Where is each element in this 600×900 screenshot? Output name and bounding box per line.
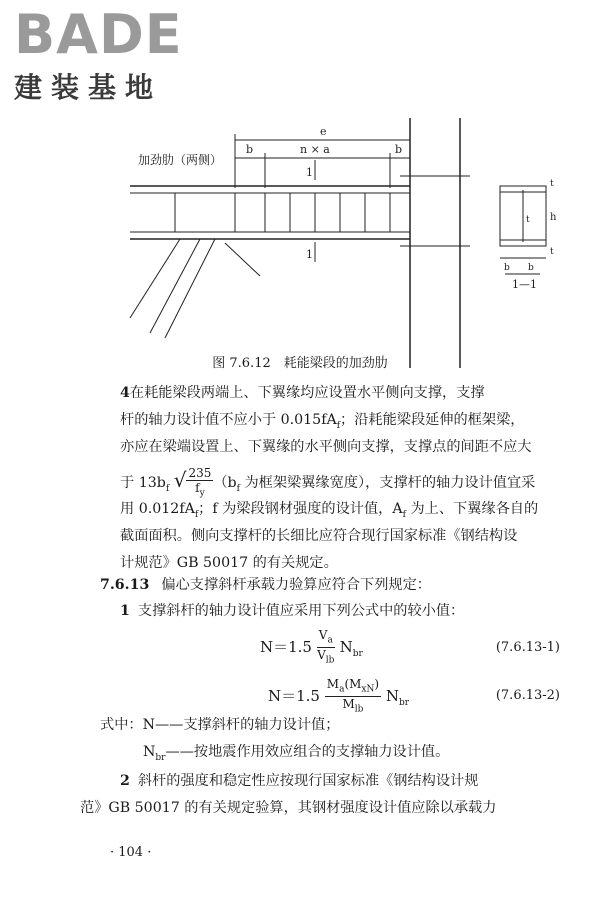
dim-e: e (320, 125, 327, 138)
dim-n-x-a: n × a (300, 143, 330, 156)
page-number: · 104 · (110, 845, 152, 860)
dim-bf-right: b (395, 143, 403, 156)
para4-line1: 4在耗能梁段两端上、下翼缘均应设置水平侧向支撑，支撑 (120, 385, 485, 401)
para4-line6: 截面面积。侧向支撑杆的长细比应符合现行国家标准《钢结构设 (120, 528, 518, 544)
para4-line5: 用 $0.012fA_f$；f 为梁段钢材强度的设计值，$A_f$ 为上、下翼缘各自的 (120, 501, 539, 520)
para4-line4: 于 $13b_f$ √ $\frac{235}{f_y}$ （$b_f$ 为框架梁翼缘宽度），支撑杆的轴力设计值宜采 (120, 466, 536, 499)
sqrt-fraction: $\frac{235}{f_y}$ (188, 466, 212, 499)
where-line2: $N_{br}——$按地震作用效应组合的支撑轴力设计值。 (143, 744, 450, 763)
para4-line3: 亦应在梁端设置上、下翼缘的水平侧向支撑，支撑点的间距不应大 (120, 439, 532, 455)
section-mark-top: 1 (306, 166, 313, 179)
where-line1: 式中：N——支撑斜杆的轴力设计值； (100, 717, 340, 733)
stiffener-label: 加劲肋（两侧） (138, 153, 223, 167)
section-heading (100, 574, 431, 594)
equation-1: N＝1.5 $\frac{V_a}{V_{lb}}$ $N_{br}$ (260, 628, 363, 666)
section-label: 1—1 (512, 278, 537, 291)
logo-subtitle: 建装基地 (14, 71, 163, 104)
stiffener-figure (120, 118, 580, 368)
item2: 2 斜杆的强度和稳定性应按现行国家标准《钢结构设计规 范》GB 50017 的有关规定验算，其钢材强度设计值应除以承载力 (80, 773, 497, 816)
logo-brand: BADE (14, 3, 183, 66)
dim-bf-left: b (246, 143, 254, 156)
para4-lead: 4 (120, 385, 130, 401)
equation-1-number: (7.6.13-1) (495, 640, 560, 655)
label-tf-top: t (550, 179, 554, 189)
item1: 1 支撑斜杆的轴力设计值应采用下列公式中的较小值： (120, 603, 465, 619)
equation-2-number: (7.6.13-2) (495, 688, 560, 703)
label-bst-left: b (504, 263, 510, 273)
label-tw: t (526, 215, 530, 225)
publisher-logo (14, 3, 183, 106)
equation-2: N＝1.5 $\frac{M_a(M_{xN})}{M_{lb}}$ $N_{br}$ (268, 677, 410, 715)
para4-line7: 计规范》GB 50017 的有关规定。 (120, 555, 338, 571)
label-bst-right: b (528, 263, 534, 273)
section-number: 7.6.13 (100, 577, 150, 593)
label-hb: h (550, 212, 557, 223)
para4-line2: 杆的轴力设计值不应小于 $0.015fA_f$；沿耗能梁段延伸的框架梁， (120, 412, 525, 431)
section-mark-bottom: 1 (306, 248, 313, 261)
section-title: 偏心支撑斜杆承载力验算应符合下列规定： (161, 577, 431, 593)
figure-caption: 图 7.6.12 耗能梁段的加劲肋 (212, 356, 388, 371)
label-tf-bottom: t (550, 247, 554, 257)
